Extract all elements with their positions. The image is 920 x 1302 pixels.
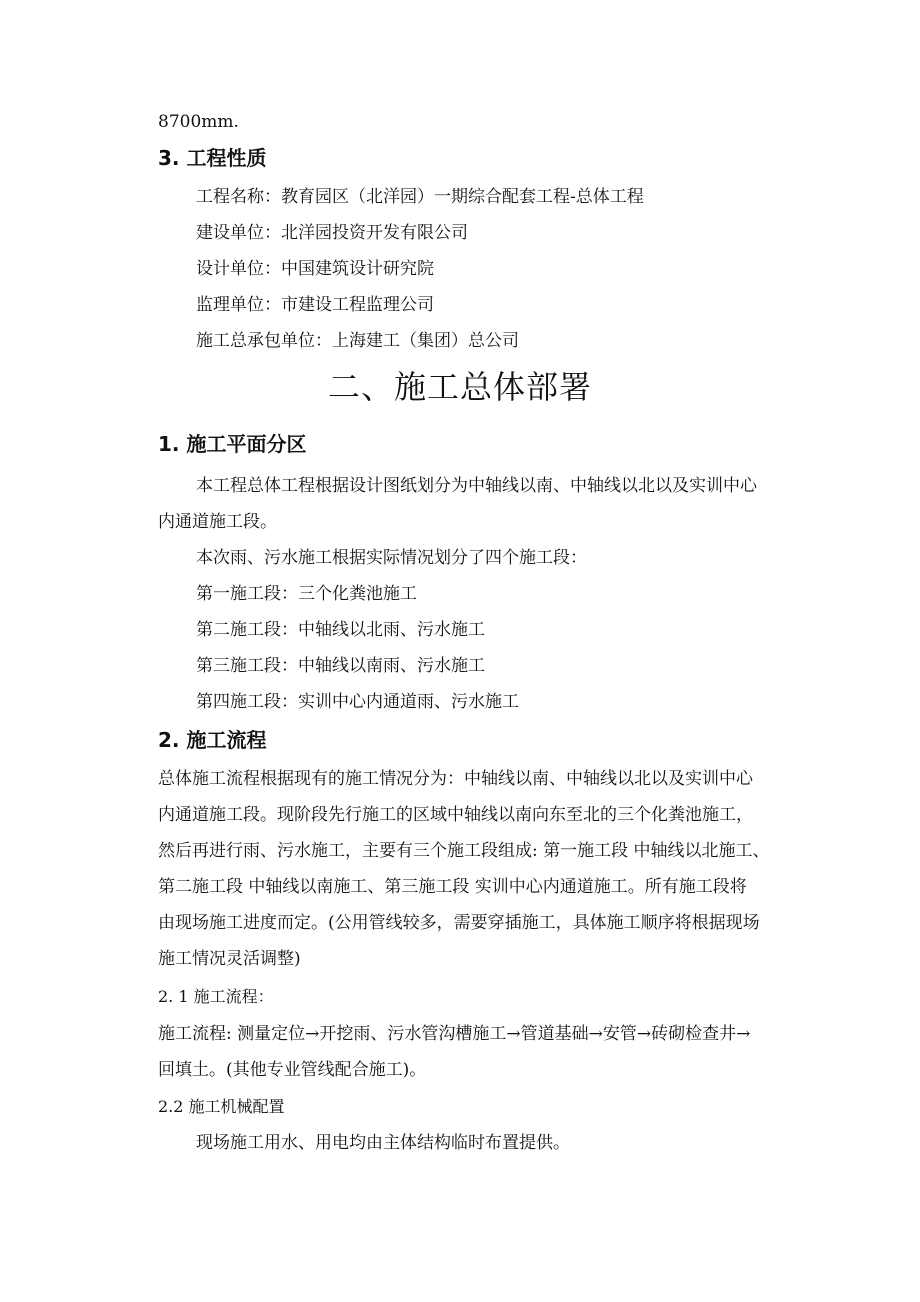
project-name-line: 工程名称：教育园区（北洋园）一期综合配套工程-总体工程 bbox=[196, 187, 644, 207]
section2-paragraph-line: 施工情况灵活调整) bbox=[158, 949, 301, 969]
section1-paragraph-line: 本工程总体工程根据设计图纸划分为中轴线以南、中轴线以北以及实训中心 bbox=[196, 476, 757, 496]
section2-paragraph-line: 内通道施工段。现阶段先行施工的区域中轴线以南向东至北的三个化粪池施工， bbox=[158, 805, 753, 825]
subsection-2-2-heading: 2.2 施工机械配置 bbox=[158, 1097, 285, 1116]
section1-intro-line: 本次雨、污水施工根据实际情况划分了四个施工段： bbox=[196, 548, 587, 568]
chapter-title: 二、施工总体部署 bbox=[327, 368, 592, 406]
section2-paragraph-line: 第二施工段 中轴线以南施工、第三施工段 实训中心内通道施工。所有施工段将 bbox=[158, 877, 747, 897]
stage-line: 第一施工段：三个化粪池施工 bbox=[196, 584, 417, 604]
machinery-paragraph-line: 现场施工用水、用电均由主体结构临时布置提供。 bbox=[196, 1133, 570, 1153]
builder-line: 建设单位：北洋园投资开发有限公司 bbox=[196, 223, 468, 243]
process-flow-line: 回填土。(其他专业管线配合施工)。 bbox=[158, 1060, 427, 1080]
contractor-line: 施工总承包单位：上海建工（集团）总公司 bbox=[196, 331, 519, 351]
top-fragment-text: 8700mm. bbox=[158, 112, 239, 132]
stage-line: 第四施工段：实训中心内通道雨、污水施工 bbox=[196, 692, 519, 712]
stage-line: 第三施工段：中轴线以南雨、污水施工 bbox=[196, 656, 485, 676]
section1-paragraph-line: 内通道施工段。 bbox=[158, 512, 277, 532]
section2-paragraph-line: 总体施工流程根据现有的施工情况分为：中轴线以南、中轴线以北以及实训中心 bbox=[158, 769, 753, 789]
stage-line: 第二施工段：中轴线以北雨、污水施工 bbox=[196, 620, 485, 640]
designer-line: 设计单位：中国建筑设计研究院 bbox=[196, 259, 434, 279]
section2-paragraph-line: 然后再进行雨、污水施工，主要有三个施工段组成: 第一施工段 中轴线以北施工、 bbox=[158, 841, 770, 861]
subsection-2-1-heading: 2. 1 施工流程： bbox=[158, 987, 274, 1006]
section1-heading: 1. 施工平面分区 bbox=[158, 432, 307, 456]
section2-paragraph-line: 由现场施工进度而定。(公用管线较多，需要穿插施工，具体施工顺序将根据现场 bbox=[158, 913, 760, 933]
section3-heading: 3. 工程性质 bbox=[158, 146, 267, 170]
section2-heading: 2. 施工流程 bbox=[158, 728, 267, 752]
process-flow-line: 施工流程: 测量定位→开挖雨、污水管沟槽施工→管道基础→安管→砖砌检查井→ bbox=[158, 1024, 751, 1044]
supervisor-line: 监理单位：市建设工程监理公司 bbox=[196, 295, 434, 315]
